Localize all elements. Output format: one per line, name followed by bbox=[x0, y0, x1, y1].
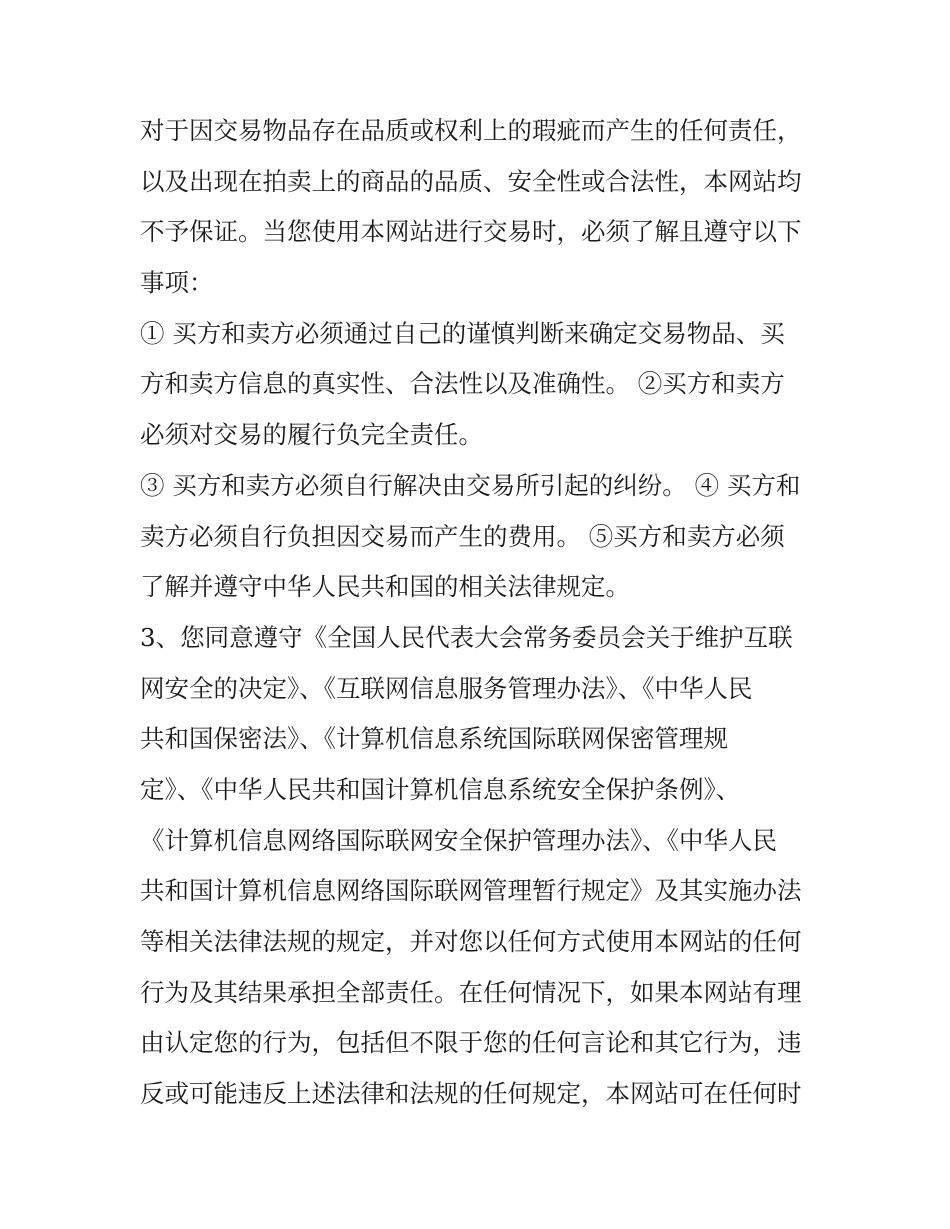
text-line: ① 买方和卖方必须通过自己的谨慎判断来确定交易物品、买 bbox=[140, 318, 785, 348]
text-line: 行为及其结果承担全部责任。在任何情况下，如果本网站有理 bbox=[140, 977, 802, 1007]
text-line: 对于因交易物品存在品质或权利上的瑕疵而产生的任何责任， bbox=[140, 116, 802, 145]
text-line: 由认定您的行为，包括但不限于您的任何言论和其它行为，违 bbox=[140, 1028, 802, 1058]
text-line: 卖方必须自行负担因交易而产生的费用。 ⑤买方和卖方必须 bbox=[140, 521, 785, 551]
text-line: 3、您同意遵守《全国人民代表大会常务委员会关于维护互联 bbox=[140, 622, 793, 652]
text-line: 共和国计算机信息网络国际联网管理暂行规定》及其实施办法 bbox=[140, 876, 802, 906]
text-line: 定》、《中华人民共和国计算机信息系统安全保护条例》、 bbox=[140, 774, 741, 804]
text-line: 不予保证。当您使用本网站进行交易时，必须了解且遵守以下 bbox=[140, 217, 802, 247]
text-line: 等相关法律法规的规定，并对您以任何方式使用本网站的任何 bbox=[140, 927, 802, 956]
text-line: 反或可能违反上述法律和法规的任何规定，本网站可在任何时 bbox=[140, 1079, 802, 1109]
text-line: 《计算机信息网络国际联网安全保护管理办法》、《中华人民 bbox=[140, 825, 777, 855]
text-line: 方和卖方信息的真实性、合法性以及准确性。 ②买方和卖方 bbox=[140, 369, 785, 399]
text-line: 事项： bbox=[140, 268, 214, 298]
text-line: 必须对交易的履行负完全责任。 bbox=[140, 420, 483, 450]
text-line: 共和国保密法》、《计算机信息系统国际联网保密管理规 bbox=[140, 724, 728, 754]
text-line: 网安全的决定》、《互联网信息服务管理办法》、《中华人民 bbox=[140, 673, 753, 703]
text-line: ③ 买方和卖方必须自行解决由交易所引起的纠纷。 ④ 买方和 bbox=[140, 470, 801, 500]
document-body bbox=[140, 106, 820, 1120]
text-line: 以及出现在拍卖上的商品的品质、安全性或合法性，本网站均 bbox=[140, 166, 802, 196]
text-line: 了解并遵守中华人民共和国的相关法律规定。 bbox=[140, 572, 630, 602]
